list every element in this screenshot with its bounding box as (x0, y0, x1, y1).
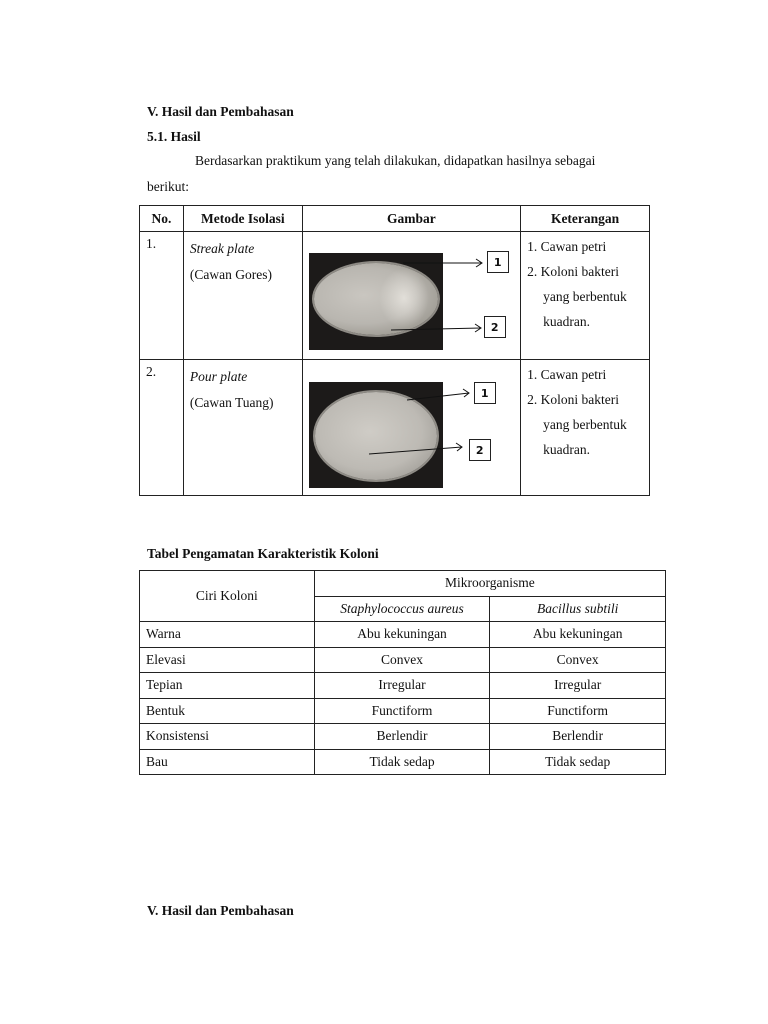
results-table (139, 205, 650, 496)
description-line: kuadran. (543, 442, 590, 457)
footer-section-heading: V. Hasil dan Pembahasan (147, 903, 294, 918)
method-name-italic: Pour plate (189, 369, 248, 384)
image-cell (302, 232, 520, 360)
row-value-1: Abu kekuningan (314, 622, 490, 648)
table-row (140, 232, 650, 360)
method-name-plain: (Cawan Gores) (189, 267, 273, 282)
section-heading: V. Hasil dan Pembahasan (147, 104, 294, 119)
results-table-header (140, 206, 650, 232)
row-number: 2. (140, 360, 184, 496)
row-value-2: Functiform (490, 698, 666, 724)
table-row (140, 360, 650, 496)
header-gambar: Gambar (302, 206, 520, 232)
row-value-2: Tidak sedap (490, 749, 666, 775)
row-label: Elevasi (140, 647, 315, 673)
row-value-2: Abu kekuningan (490, 622, 666, 648)
row-label: Tepian (140, 673, 315, 699)
colony-characteristics-table (139, 570, 666, 775)
row-value-1: Berlendir (314, 724, 490, 750)
header-organism-1: Staphylococcus aureus (314, 596, 490, 622)
header-ciri-koloni: Ciri Koloni (140, 571, 315, 622)
row-value-2: Berlendir (490, 724, 666, 750)
table-row (140, 749, 666, 775)
label-box-1: 1 (487, 251, 509, 273)
row-label: Bentuk (140, 698, 315, 724)
method-cell (183, 360, 302, 496)
intro-paragraph-line1: Berdasarkan praktikum yang telah dilakukan, didapatkan hasilnya sebagai (195, 153, 596, 168)
row-value-1: Irregular (314, 673, 490, 699)
row-value-1: Convex (314, 647, 490, 673)
table2-title: Tabel Pengamatan Karakteristik Koloni (147, 546, 379, 561)
header-keterangan: Keterangan (521, 206, 650, 232)
description-cell (521, 232, 650, 360)
description-cell (521, 360, 650, 496)
label-box-2: 2 (469, 439, 491, 461)
row-number: 1. (140, 232, 184, 360)
row-value-1: Functiform (314, 698, 490, 724)
row-label: Konsistensi (140, 724, 315, 750)
row-label: Warna (140, 622, 315, 648)
description-line: 2. Koloni bakteri (527, 264, 619, 279)
image-cell (302, 360, 520, 496)
header-mikroorganisme: Mikroorganisme (314, 571, 665, 597)
row-value-2: Convex (490, 647, 666, 673)
row-value-1: Tidak sedap (314, 749, 490, 775)
description-line: 1. Cawan petri (527, 239, 607, 254)
description-line: 2. Koloni bakteri (527, 392, 619, 407)
header-no: No. (140, 206, 184, 232)
table-row (140, 724, 666, 750)
row-label: Bau (140, 749, 315, 775)
method-name-italic: Streak plate (189, 241, 255, 256)
description-line: 1. Cawan petri (527, 367, 607, 382)
method-name-plain: (Cawan Tuang) (189, 395, 274, 410)
label-box-1: 1 (474, 382, 496, 404)
table-row (140, 622, 666, 648)
subsection-heading: 5.1. Hasil (147, 129, 201, 144)
row-value-2: Irregular (490, 673, 666, 699)
table-header-row (140, 571, 666, 597)
label-box-2: 2 (484, 316, 506, 338)
annotation-arrows (303, 360, 521, 496)
table-row (140, 647, 666, 673)
method-cell (183, 232, 302, 360)
table-row (140, 673, 666, 699)
description-line: yang berbentuk (543, 289, 627, 304)
description-line: kuadran. (543, 314, 590, 329)
header-metode: Metode Isolasi (183, 206, 302, 232)
intro-paragraph-line2: berikut: (147, 179, 189, 194)
header-organism-2: Bacillus subtili (490, 596, 666, 622)
table-row (140, 698, 666, 724)
description-line: yang berbentuk (543, 417, 627, 432)
